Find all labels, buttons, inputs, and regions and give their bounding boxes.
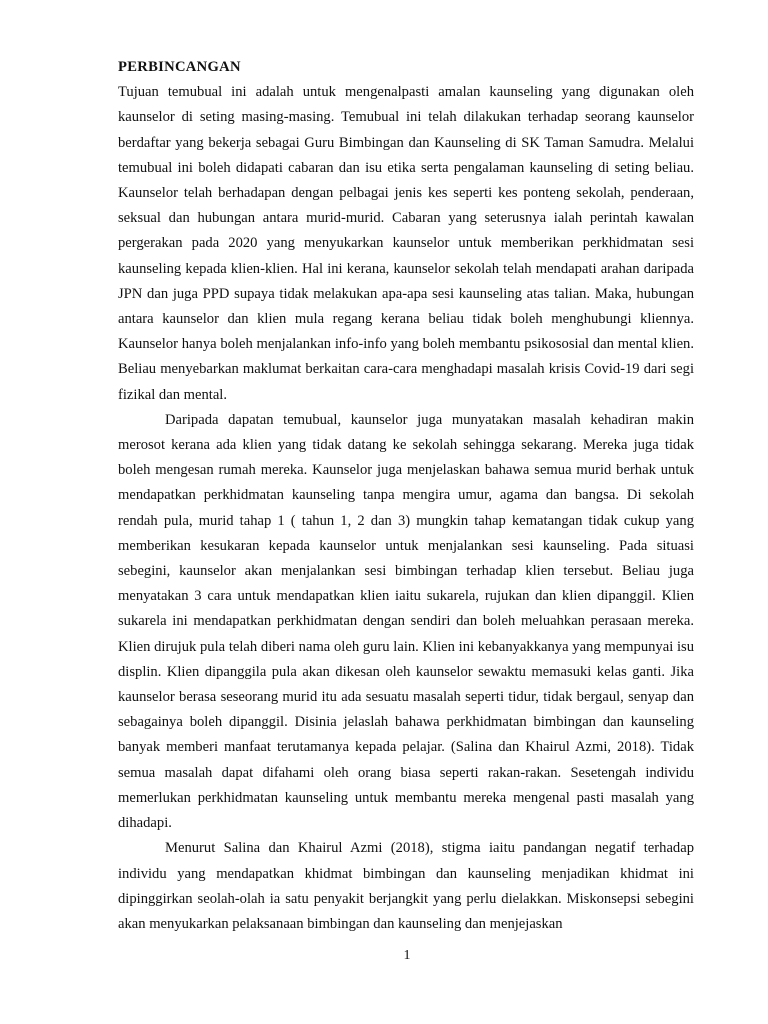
paragraph-3: Menurut Salina dan Khairul Azmi (2018), stigma iaitu pandangan negatif terhadap individu yang mendapatkan khidmat bimbingan dan kaunseling menjadikan khidmat ini dipinggirkan seolah-olah ia satu penyakit berjangkit yang perlu dielakkan. Miskonsepsi sebegini akan menyukarkan pelaksanaan bimbingan dan kaunseling dan menjejaskan — [118, 840, 694, 932]
page-number: 1 — [403, 948, 411, 963]
document-body — [118, 55, 694, 937]
section-heading: PERBINCANGAN — [118, 59, 241, 75]
paragraph-2: Daripada dapatan temubual, kaunselor juga munyatakan masalah kehadiran makin merosot kerana ada klien yang tidak datang ke sekolah sehingga sekarang. Mereka juga tidak boleh mengesan rumah mereka. Kaunselor juga menjelaskan bahawa semua murid berhak untuk mendapatkan perkhidmatan kaunseling tanpa mengira umur, agama dan bangsa. Di sekolah rendah pula, murid tahap 1 ( tahun 1, 2 dan 3) mungkin tahap kematangan tidak cukup yang memberikan kesukaran kepada kaunselor untuk menjalankan sesi kaunseling. Pada situasi sebegini, kaunselor akan menjalankan sesi bimbingan terhadap klien tersebut. Beliau juga menyatakan 3 cara untuk mendapatkan klien iaitu sukarela, rujukan dan klien dipanggil. Klien sukarela ini mendapatkan perkhidmatan dengan sendiri dan boleh meluahkan perasaan mereka. Klien dirujuk pula telah diberi nama oleh guru lain. Klien ini kebanyakkanya yang mempunyai isu displin. Klien dipanggila pula akan dikesan oleh kaunselor sewaktu memasuki kelas ganti. Jika kaunselor berasa seseorang murid itu ada sesuatu masalah seperti tidur, tidak bergaul, senyap dan sebagainya boleh dipanggil. Disinia jelaslah bahawa perkhidmatan bimbingan dan kaunseling banyak memberi manfaat terutamanya kepada pelajar. (Salina dan Khairul Azmi, 2018). Tidak semua masalah dapat difahami oleh orang biasa seperti rakan-rakan. Sesetengah individu memerlukan perkhidmatan kaunseling untuk membantu mereka mengenal pasti masalah yang dihadapi. — [118, 411, 694, 832]
paragraph-1: Tujuan temubual ini adalah untuk mengenalpasti amalan kaunseling yang digunakan oleh kaunselor di seting masing-masing. Temubual ini telah dilakukan terhadap seorang kaunselor berdaftar yang bekerja sebagai Guru Bimbingan dan Kaunseling di SK Taman Samudra. Melalui temubual ini boleh didapati cabaran dan isu etika serta pengalaman kaunseling di seting beliau. Kaunselor telah berhadapan dengan pelbagai jenis kes seperti kes ponteng sekolah, penderaan, seksual dan hubungan antara murid-murid. Cabaran yang seterusnya ialah perintah kawalan pergerakan pada 2020 yang menyukarkan kaunselor untuk memberikan perkhidmatan sesi kaunseling kepada klien-klien. Hal ini kerana, kaunselor sekolah telah mendapati arahan daripada JPN dan juga PPD supaya tidak melakukan apa-apa sesi kaunseling atas talian. Maka, hubungan antara kaunselor dan klien mula regang kerana beliau tidak boleh menghubungi kliennya. Kaunselor hanya boleh menjalankan info-info yang boleh membantu psikososial dan mental klien. Beliau menyebarkan maklumat berkaitan cara-cara menghadapi masalah krisis Covid-19 dari segi fizikal dan mental. — [118, 84, 694, 403]
